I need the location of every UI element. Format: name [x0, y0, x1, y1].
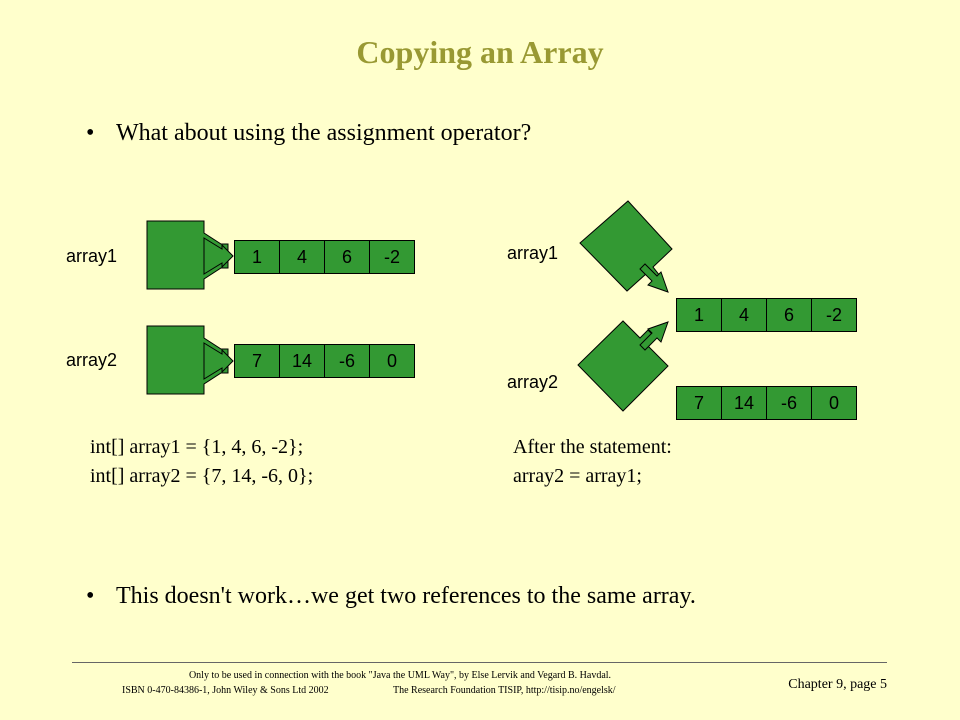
array-cell: 1 — [234, 240, 280, 274]
array-cell: -2 — [369, 240, 415, 274]
left-array2-reference — [147, 326, 233, 394]
array-cell: 1 — [676, 298, 722, 332]
right-array1-reference — [580, 201, 672, 292]
caption-line: After the statement: — [513, 436, 672, 458]
code-line: int[] array2 = {7, 14, -6, 0}; — [90, 465, 314, 487]
right-array2-label: array2 — [507, 372, 559, 392]
left-array2-cells — [234, 344, 415, 378]
array-cell: 4 — [721, 298, 767, 332]
array-cell: 4 — [279, 240, 325, 274]
footer-page-number: Chapter 9, page 5 — [788, 677, 887, 692]
footer-book-notice: Only to be used in connection with the book "Java the UML Way", by Else Lervik and Vegard B. Havdal. — [188, 670, 612, 681]
array-cell: -2 — [811, 298, 857, 332]
bullet-symbol: • — [86, 583, 95, 609]
array-cell: 7 — [234, 344, 280, 378]
bullet-conclusion — [86, 583, 696, 610]
bullet-symbol: • — [86, 120, 95, 146]
array-cell: -6 — [766, 386, 812, 420]
array-cell: 7 — [676, 386, 722, 420]
array-cell: 6 — [324, 240, 370, 274]
bullet-text: What about using the assignment operator? — [116, 120, 532, 146]
code-line: int[] array1 = {1, 4, 6, -2}; — [90, 436, 304, 458]
array-cell: 6 — [766, 298, 812, 332]
bullet-text: This doesn't work…we get two references to the same array. — [116, 583, 696, 609]
right-array2-reference — [578, 321, 668, 411]
code-line: array2 = array1; — [513, 465, 642, 487]
array-cell: 0 — [369, 344, 415, 378]
left-array2-label: array2 — [66, 350, 118, 370]
left-array1-cells — [234, 240, 415, 274]
array-cell: 14 — [721, 386, 767, 420]
right-array2-cells — [676, 386, 857, 420]
right-array1-cells — [676, 298, 857, 332]
left-array1-label: array1 — [66, 246, 118, 266]
array-cell: 14 — [279, 344, 325, 378]
footer-isbn: ISBN 0-470-84386-1, John Wiley & Sons Ltd 2002 — [122, 685, 329, 696]
right-code-block — [513, 433, 672, 491]
slide-title: Copying an Array — [356, 34, 604, 70]
left-code-block — [90, 433, 313, 491]
array-cell: -6 — [324, 344, 370, 378]
right-array1-label: array1 — [507, 243, 559, 263]
footer-divider — [72, 662, 887, 663]
array-cell: 0 — [811, 386, 857, 420]
footer-publisher: The Research Foundation TISIP, http://tisip.no/engelsk/ — [393, 685, 616, 696]
left-array1-reference — [147, 221, 233, 289]
